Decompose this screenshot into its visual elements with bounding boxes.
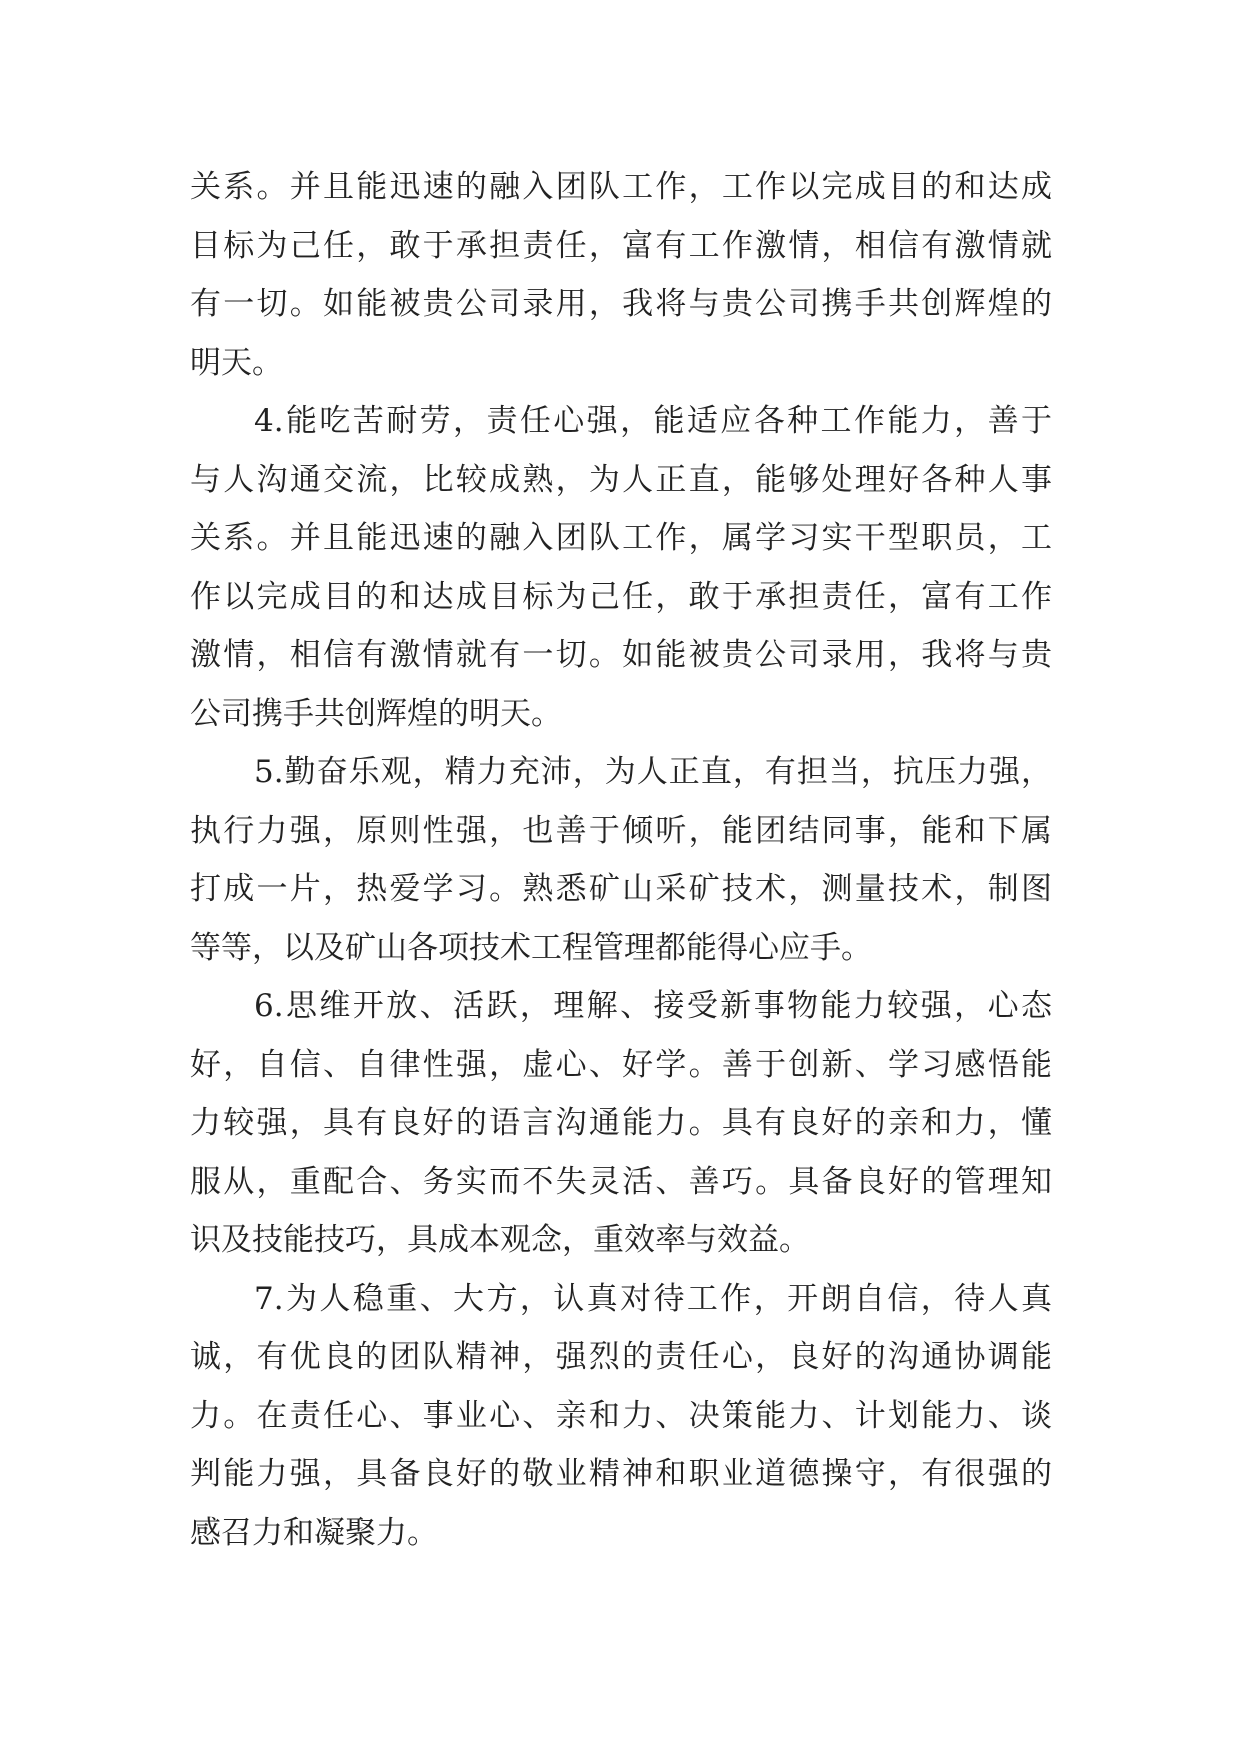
- text-line: 目标为己任，敢于承担责任，富有工作激情，相信有激情就: [190, 227, 1052, 264]
- text-line: 与人沟通交流，比较成熟，为人正直，能够处理好各种人事: [190, 461, 1052, 498]
- text-line: 有一切。如能被贵公司录用，我将与贵公司携手共创辉煌的: [190, 286, 1052, 322]
- text-line: 关系。并且能迅速的融入团队工作，属学习实干型职员，工: [190, 520, 1052, 556]
- text-line: 明天。: [190, 344, 283, 381]
- text-line: 4.能吃苦耐劳，责任心强，能适应各种工作能力，善于: [254, 403, 1052, 439]
- text-line: 好，自信、自律性强，虚心、好学。善于创新、学习感悟能: [190, 1046, 1052, 1083]
- text-line: 判能力强，具备良好的敬业精神和职业道德操守，有很强的: [190, 1456, 1052, 1492]
- text-line: 感召力和凝聚力。: [190, 1514, 438, 1551]
- text-line: 激情，相信有激情就有一切。如能被贵公司录用，我将与贵: [190, 637, 1052, 673]
- text-line: 作以完成目的和达成目标为己任，敢于承担责任，富有工作: [190, 578, 1052, 615]
- text-line: 5.勤奋乐观，精力充沛，为人正直，有担当，抗压力强，: [254, 754, 1052, 790]
- text-line: 7.为人稳重、大方，认真对待工作，开朗自信，待人真: [254, 1280, 1052, 1317]
- text-line: 执行力强，原则性强，也善于倾听，能团结同事，能和下属: [190, 812, 1052, 849]
- text-line: 力。在责任心、事业心、亲和力、决策能力、计划能力、谈: [190, 1397, 1052, 1434]
- text-line: 识及技能技巧，具成本观念，重效率与效益。: [190, 1222, 810, 1258]
- document-body: [190, 158, 1052, 1562]
- text-line: 6.思维开放、活跃，理解、接受新事物能力较强，心态: [254, 988, 1052, 1024]
- text-line: 公司携手共创辉煌的明天。: [190, 695, 562, 732]
- text-line: 力较强，具有良好的语言沟通能力。具有良好的亲和力，懂: [190, 1105, 1052, 1141]
- text-line: 等等，以及矿山各项技术工程管理都能得心应手。: [190, 929, 872, 966]
- text-line: 服从，重配合、务实而不失灵活、善巧。具备良好的管理知: [190, 1163, 1052, 1200]
- text-line: 打成一片，热爱学习。熟悉矿山采矿技术，测量技术，制图: [190, 871, 1052, 907]
- text-line: 诚，有优良的团队精神，强烈的责任心，良好的沟通协调能: [190, 1339, 1052, 1375]
- text-line: 关系。并且能迅速的融入团队工作，工作以完成目的和达成: [190, 169, 1052, 205]
